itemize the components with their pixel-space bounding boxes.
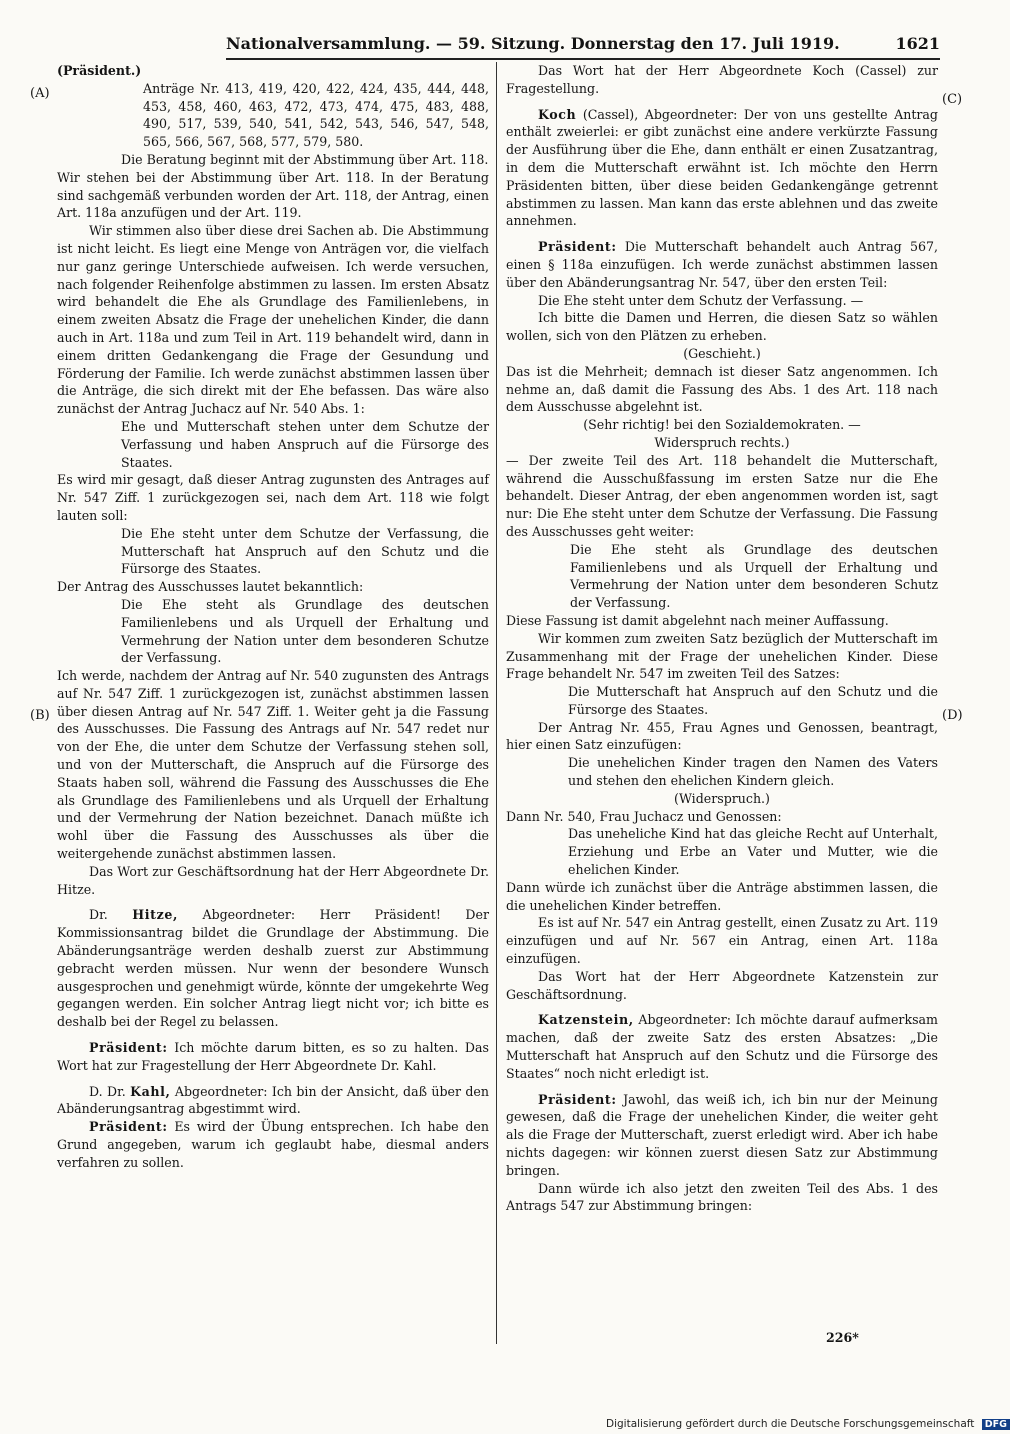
quotation: Die Ehe steht als Grundlage des deutschen Familienlebens und als Urquell der Erhaltung und Vermehrung der Nation unter dem besonderen Schutz der Verfassung. xyxy=(570,541,938,611)
paragraph: Die Ehe steht unter dem Schutz der Verfassung. — xyxy=(538,292,864,308)
paragraph: Dann Nr. 540, Frau Juchacz und Genossen: xyxy=(506,808,782,824)
margin-letter-b: (B) xyxy=(30,708,50,723)
speaker-name: Kahl, xyxy=(130,1083,171,1099)
paragraph: Wir stehen bei der Abstimmung über Art. 118. In der Beratung sind sachgemäß verbunden worden der Art. 118, der Antrag, einen Art. 118a anzufügen und der Art. 119. xyxy=(57,169,489,221)
paragraph: Der Antrag Nr. 455, Frau Agnes und Genossen, beantragt, hier einen Satz einzufügen: xyxy=(506,719,938,753)
paragraph: Der Antrag des Ausschusses lautet bekanntlich: xyxy=(57,579,364,595)
paragraph: Diese Fassung ist damit abgelehnt nach meiner Auffassung. xyxy=(506,612,889,628)
paragraph: Es ist auf Nr. 547 ein Antrag gestellt, einen Zusatz zu Art. 119 einzufügen und auf Nr. 567 ein Antrag, einen Art. 118a einzufügen. xyxy=(506,915,938,967)
speech-text: Abgeordneter: Ich möchte darauf aufmerksam machen, daß der zweite Satz des ersten Absatzes: „Die Mutterschaft hat Anspruch auf den Schutz und die Fürsorge des Staates“ noch nicht erledigt ist. xyxy=(506,1012,938,1081)
stage-note: (Widerspruch.) xyxy=(674,790,770,806)
debate-start: Die Beratung beginnt mit der Abstimmung über Art. 118. xyxy=(121,151,489,167)
paragraph: Das ist die Mehrheit; demnach ist dieser Satz angenommen. Ich nehme an, daß damit die Fassung des Abs. 1 des Art. 118 nach dem Ausschusse abgelehnt ist. xyxy=(506,363,938,415)
paragraph: Dann würde ich also jetzt den zweiten Teil des Abs. 1 des Antrags 547 zur Abstimmung bringen: xyxy=(506,1180,938,1214)
paragraph: Es wird mir gesagt, daß dieser Antrag zugunsten des Antrages auf Nr. 547 Ziff. 1 zurückgezogen sei, nach dem Art. 118 wie folgt lauten soll: xyxy=(57,472,489,523)
dfg-logo-icon: DFG xyxy=(982,1419,1010,1430)
speech-text: (Cassel), Abgeordneter: Der von uns gestellte Antrag enthält zweierlei: er gibt zunächst eine andere verkürzte Fassung der Ausführung über die Ehe, dann enthält er einen Zusatzantrag, in dem die Mutterschaft erwähnt ist. Ich möchte den Herrn Präsidenten bitten, über diese beiden Gedankengänge getrennt abstimmen zu lassen. Man kann das erste ablehnen und das zweite annehmen. xyxy=(506,106,938,229)
speech-president xyxy=(506,1091,938,1180)
paragraph: Das Wort hat der Herr Abgeordnete Koch (Cassel) zur Fragestellung. xyxy=(506,63,938,96)
paragraph: Ich bitte die Damen und Herren, die diesen Satz so wählen wollen, sich von den Plätzen zu erheben. xyxy=(506,310,938,344)
speaker-name: Präsident: xyxy=(89,1119,168,1135)
footer-text: Digitalisierung gefördert durch die Deutsche Forschungsgemeinschaft xyxy=(606,1418,975,1430)
left-column xyxy=(57,62,489,1172)
speech-text: Abgeordneter: Herr Präsident! Der Kommissionsantrag bildet die Grundlage der Abstimmung. Die Abänderungsanträge werden deshalb zuerst zur Abstimmung gebracht werden müssen. Nur wenn der besondere Wunsch ausgesprochen und genehmigt würde, könnte der umgekehrte Weg gegangen werden. Ein solcher Antrag liegt nicht vor; ich bitte es deshalb bei der Regel zu belassen. xyxy=(57,907,489,1030)
speech-president xyxy=(57,1118,489,1171)
margin-letter-c: (C) xyxy=(942,92,963,107)
paragraph: — Der zweite Teil des Art. 118 behandelt die Mutterschaft, während die Ausschußfassung im ersten Satze nur die Ehe behandelt. Dieser Antrag, der eben angenommen worden ist, sagt nur: Die Ehe steht unter dem Schutze der Verfassung. Die Fassung des Ausschusses geht weiter: xyxy=(506,452,938,539)
quotation: Die Mutterschaft hat Anspruch auf den Schutz und die Fürsorge des Staates. xyxy=(568,684,938,717)
speaker-prefix: Dr. xyxy=(89,907,108,923)
page-header xyxy=(226,30,940,60)
paragraph: Wir stimmen also über diese drei Sachen ab. Die Abstimmung ist nicht leicht. Es liegt eine Menge von Anträgen vor, die vielfach nur ganz geringe Unterschiede aufweisen. Ich werde versuchen, nach folgender Reihenfolge abstimmen zu lassen. Im ersten Absatz wird behandelt die Ehe als Grundlage des Familienlebens, in einem zweiten Absatz die Frage der unehelichen Kinder, die dann auch in Art. 118a und zum Teil in Art. 119 behandelt wird, dann in einem dritten Gedankengang die Frage der Gesundung und Förderung der Familie. Ich werde zunächst abstimmen lassen über die Anträge, die sich direkt mit der Ehe befassen. Das wäre also zunächst der Antrag Juchacz auf Nr. 540 Abs. 1: xyxy=(57,223,489,417)
quotation: Die Ehe steht als Grundlage des deutschen Familienlebens und als Urquell der Erhaltung und Vermehrung der Nation unter dem besonderen Schutze der Verfassung. xyxy=(121,596,489,666)
paragraph: Wir kommen zum zweiten Satz bezüglich der Mutterschaft im Zusammenhang mit der Frage der unehelichen Kinder. Diese Frage behandelt Nr. 547 im zweiten Teil des Satzes: xyxy=(506,630,938,682)
paragraph: Dann würde ich zunächst über die Anträge abstimmen lassen, die die unehelichen Kinder betreffen. xyxy=(506,879,938,913)
speech-text: Es wird der Übung entsprechen. Ich habe den Grund angegeben, warum ich geglaubt habe, diesmal anders verfahren zu sollen. xyxy=(57,1119,489,1170)
speech-president xyxy=(506,238,938,291)
stage-note: (Geschieht.) xyxy=(683,345,761,361)
speaker-name: Präsident: xyxy=(538,1091,617,1107)
speech-hitze xyxy=(57,906,489,1031)
speech-text: Jawohl, das weiß ich, ich bin nur der Meinung gewesen, daß die Frage der unehelichen Kinder, die weiter geht als die Frage der Mutterschaft, zuerst erledigt wird. Aber ich habe nichts dagegen: wir können zuerst diesen Satz zur Abstimmung bringen. xyxy=(506,1091,938,1178)
speaker-name: Präsident: xyxy=(89,1040,168,1056)
speaker-name: Hitze, xyxy=(132,907,178,923)
speech-text: Ich möchte darum bitten, es so zu halten. Das Wort hat zur Fragestellung der Herr Abgeordnete Dr. Kahl. xyxy=(57,1040,489,1073)
margin-letter-a: (A) xyxy=(30,86,50,101)
speech-president xyxy=(57,1039,489,1075)
paragraph: Das Wort hat der Herr Abgeordnete Katzenstein zur Geschäftsordnung. xyxy=(506,968,938,1002)
stage-note: (Sehr richtig! bei den Sozialdemokraten. — Widerspruch rechts.) xyxy=(583,417,861,450)
sheet-signature: 226* xyxy=(826,1330,859,1345)
paragraph: Ich werde, nachdem der Antrag auf Nr. 540 zugunsten des Antrags auf Nr. 547 Ziff. 1 zurückgezogen ist, zunächst abstimmen lassen über diesen Antrag auf Nr. 547 Ziff. 1. Weiter geht ja die Fassung des Ausschusses. Die Fassung des Antrags auf Nr. 547 redet nur von der Ehe, die unter dem Schutze der Verfassung stehen soll, und von der Mutterschaft, die Anspruch auf die Fürsorge des Staats haben soll, während die Fassung des Ausschusses die Ehe als Grundlage des Familienlebens und als Urquell der Erhaltung und der Vermehrung der Nation bezeichnet. Danach müßte ich wohl über die Fassung des Ausschusses als über die weitergehende zunächst abstimmen lassen. xyxy=(57,668,489,862)
paragraph: Das Wort zur Geschäftsordnung hat der Herr Abgeordnete Dr. Hitze. xyxy=(57,863,489,897)
margin-letter-d: (D) xyxy=(942,708,963,723)
quotation: Ehe und Mutterschaft stehen unter dem Schutze der Verfassung und haben Anspruch auf die Fürsorge des Staates. xyxy=(121,418,489,470)
footer xyxy=(606,1418,1010,1430)
speech-text: Die Mutterschaft behandelt auch Antrag 567, einen § 118a einzufügen. Ich werde zunächst abstimmen lassen über den Abänderungsantrag Nr. 547, über den ersten Teil: xyxy=(506,239,938,290)
column-divider xyxy=(496,62,497,1344)
right-column xyxy=(506,62,938,1215)
speech-kahl xyxy=(57,1083,489,1119)
quotation: Die unehelichen Kinder tragen den Namen des Vaters und stehen den ehelichen Kindern gleich. xyxy=(568,755,938,789)
header-title: Nationalversammlung. — 59. Sitzung. Donnerstag den 17. Juli 1919. xyxy=(226,34,840,53)
quotation: Die Ehe steht unter dem Schutze der Verfassung, die Mutterschaft hat Anspruch auf den Schutz und die Fürsorge des Staates. xyxy=(121,525,489,577)
speech-katzenstein xyxy=(506,1011,938,1082)
speaker-tag: (Präsident.) xyxy=(57,63,142,78)
speech-koch xyxy=(506,106,938,231)
speaker-prefix: D. Dr. xyxy=(89,1083,126,1099)
quotation: Das uneheliche Kind hat das gleiche Recht auf Unterhalt, Erziehung und Erbe an Vater und Mutter, wie die ehelichen Kinder. xyxy=(568,826,938,878)
speech-text: Abgeordneter: Ich bin der Ansicht, daß über den Abänderungsantrag abgestimmt wird. xyxy=(57,1083,489,1117)
speaker-name: Koch xyxy=(538,106,577,122)
speaker-name: Präsident: xyxy=(538,239,617,255)
speaker-name: Katzenstein, xyxy=(538,1012,634,1028)
page-number: 1621 xyxy=(895,34,940,53)
motion-list: Anträge Nr. 413, 419, 420, 422, 424, 435, 444, 448, 453, 458, 460, 463, 472, 473, 474, 475, 483, 488, 490, 517, 539, 540, 541, 542, 543, 546, 547, 548, 565, 566, 567, 568, 577, 579, 580. xyxy=(143,80,489,150)
